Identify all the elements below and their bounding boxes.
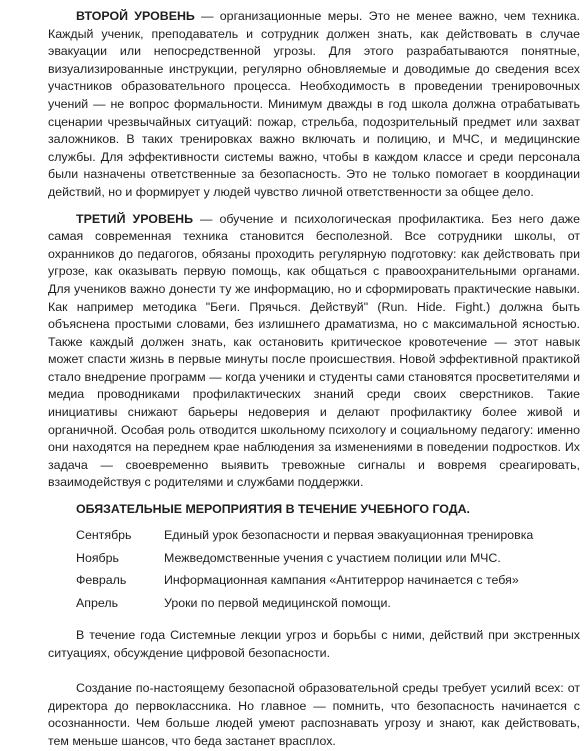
schedule-heading: ОБЯЗАТЕЛЬНЫЕ МЕРОПРИЯТИЯ В ТЕЧЕНИЕ УЧЕБНОГО ГОДА.: [76, 502, 471, 517]
schedule-month: Сентябрь: [76, 528, 132, 543]
schedule-row: [76, 547, 580, 570]
schedule-month: Ноябрь: [76, 550, 119, 565]
level-two-text: — организационные меры. Это не менее важно, чем техника. Каждый ученик, преподаватель и сотрудник должен знать, как действовать в случае эвакуации или непосредственной угрозы. Для этого разрабатываются понятные, визуализированные инструкции, регулярно обновляемые и доводимые до сведения всех участников образовательного процесса. Необходимость в проведении тренировочных учений — не вопрос формальности. Минимум дважды в год школа должна отрабатывать сценарии чрезвычайных ситуаций: пожар, стрельба, подозрительный предмет или захват заложников. В таких тренировках важно включать и полицию, и МЧС, и медицинские службы. Для эффективности системы важно, чтобы в каждом классе и среди персонала были назначены ответственные за безопасность. Это не только помогает в координации действий, но и формирует у людей чувство личной ответственности за общее дело.: [48, 9, 580, 199]
schedule-event: Уроки по первой медицинской помощи.: [164, 595, 391, 610]
level-three-paragraph: [48, 211, 580, 493]
schedule-event: Единый урок безопасности и первая эвакуационная тренировка: [164, 528, 534, 543]
schedule-month: Апрель: [76, 595, 119, 610]
schedule-table: [76, 525, 580, 615]
schedule-row: [76, 592, 580, 615]
level-three-title: ТРЕТИЙ УРОВЕНЬ: [76, 211, 194, 226]
schedule-row: [76, 570, 580, 593]
level-two-title: ВТОРОЙ УРОВЕНЬ: [76, 9, 195, 23]
schedule-event: Информационная кампания «Антитеррор начинается с тебя»: [164, 573, 519, 588]
conclusion-paragraph: Создание по-настоящему безопасной образовательной среды требует усилий всех: от директора до первоклассника. Но главное — помнить, что безопасность начинается с осознанности. Чем больше людей умеют распознавать угрозу и знают, как действовать, тем меньше шансов, что беда застанет врасплох.: [48, 681, 580, 748]
schedule-footer: В течение года Системные лекции угроз и борьбы с ними, действий при экстренных ситуациях, обсуждение цифровой безопасности.: [48, 628, 580, 660]
level-three-text: — обучение и психологическая профилактика. Без него даже самая современная техника становится бесполезной. Все сотрудники школы, от охранников до педагогов, обязаны проходить регулярную подготовку: как действовать при угрозе, как оказывать первую помощь, как общаться с правоохранительными органами. Для учеников важно донести ту же информацию, но и сформировать практические навыки. Как например методика "Беги. Прячься. Действуй" (Run. Hide. Fight.) должна быть объяснена простыми словами, без излишнего драматизма, но с максимальной ясностью. Также каждый должен знать, как остановить критическое кровотечение — этот навык может спасти жизнь в первые минуты после происшествия. Новой эффективной практикой стало внедрение программ — когда ученики и студенты сами становятся просветителями и медиа проводниками профилактических знаний среди своих сверстников. Такие инициативы снижают барьеры недоверия и делают профилактику более живой и органичной. Особая роль отводится школьному психологу и социальному педагогу: именно они находятся на переднем крае наблюдения за изменениями в поведении подростков. Их задача — своевременно выявить тревожные сигналы и вовремя среагировать, взаимодействуя с родителями и службами поддержки.: [48, 211, 580, 490]
schedule-event: Межведомственные учения с участием полиции или МЧС.: [164, 550, 501, 565]
level-two-paragraph: [48, 8, 580, 202]
schedule-month: Февраль: [76, 573, 127, 588]
schedule-row: [76, 525, 580, 548]
